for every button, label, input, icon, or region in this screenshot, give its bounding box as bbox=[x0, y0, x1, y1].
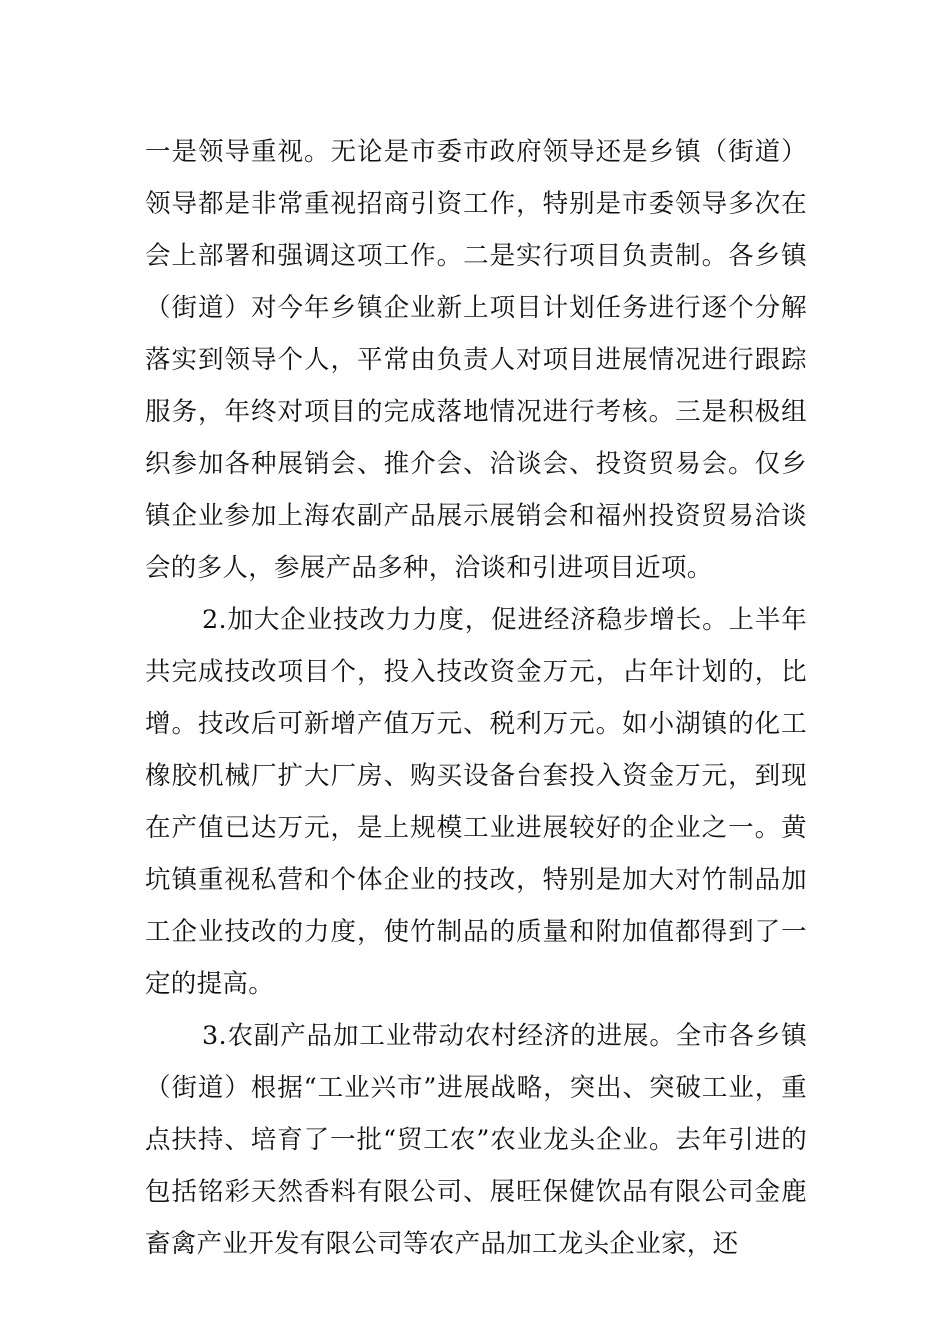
paragraph-tech-upgrade: 2.加大企业技改力力度，促进经济稳步增长。上半年共完成技改项目个，投入技改资金万元，占年计划的，比增。技改后可新增产值万元、税利万元。如小湖镇的化工橡胶机械厂扩大厂房、购买设备台套投入资金万元，到现在产值已达万元，是上规模工业进展较好的企业之一。黄坑镇重视私营和个体企业的技改，特别是加大对竹制品加工企业技改的力度，使竹制品的质量和附加值都得到了一定的提高。 bbox=[145, 605, 807, 999]
document-body bbox=[145, 126, 807, 1270]
paragraph-agri-processing: 3.农副产品加工业带动农村经济的进展。全市各乡镇（街道）根据“工业兴市”进展战略，突出、突破工业，重点扶持、培育了一批“贸工农”农业龙头企业。去年引进的包括铭彩天然香料有限公司、展旺保健饮品有限公司金鹿畜禽产业开发有限公司等农产品加工龙头企业家，还 bbox=[145, 1021, 807, 1259]
paragraph-leadership: 一是领导重视。无论是市委市政府领导还是乡镇（街道）领导都是非常重视招商引资工作，特别是市委领导多次在会上部署和强调这项工作。二是实行项目负责制。各乡镇（街道）对今年乡镇企业新上项目计划任务进行逐个分解落实到领导个人，平常由负责人对项目进展情况进行跟踪服务，年终对项目的完成落地情况进行考核。三是积极组织参加各种展销会、推介会、洽谈会、投资贸易会。仅乡镇企业参加上海农副产品展示展销会和福州投资贸易洽谈会的多人，参展产品多种，洽谈和引进项目近项。 bbox=[145, 137, 807, 583]
